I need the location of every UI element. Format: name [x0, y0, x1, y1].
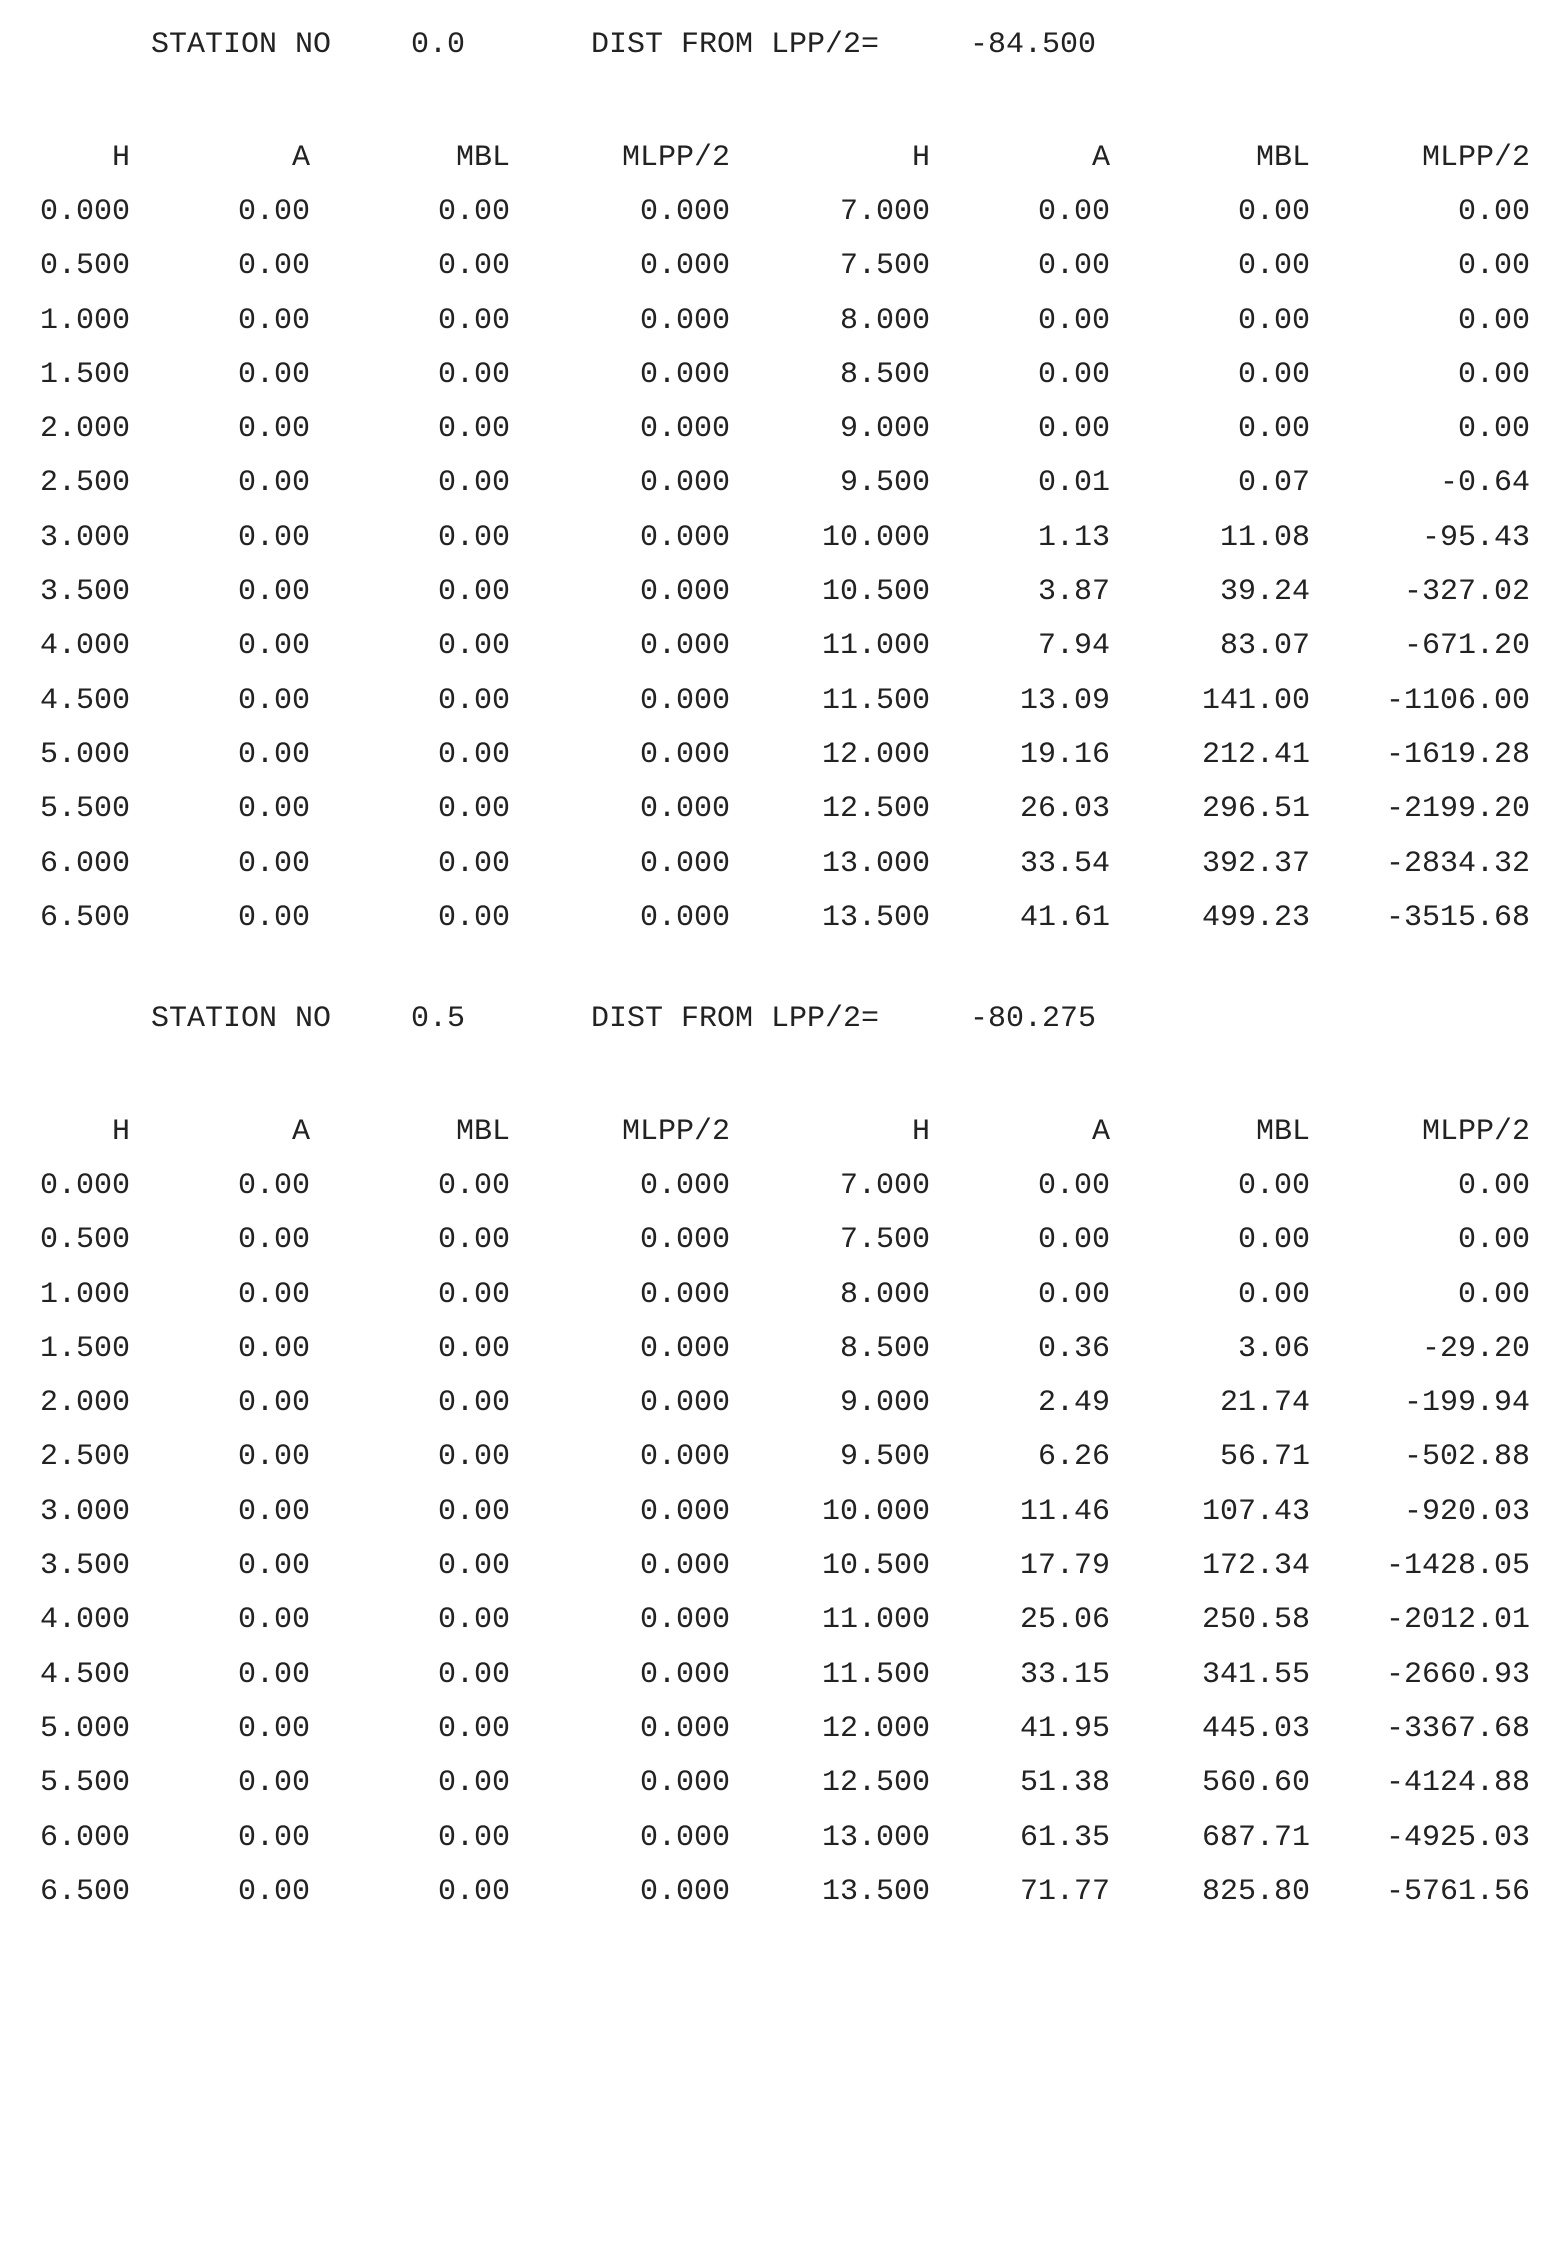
column-header-mbl: MBL: [1255, 1115, 1310, 1149]
cell-h: 3.500: [39, 1549, 130, 1584]
table-row: [0, 1702, 1530, 1756]
cell-mbl: 0.00: [437, 1820, 510, 1855]
cell-mlpp2: -1106.00: [1385, 683, 1530, 718]
cell-mbl: 0.00: [437, 792, 510, 827]
cell-a: 11.46: [1019, 1494, 1110, 1529]
cell-a: 41.61: [1019, 900, 1110, 935]
cell-mbl: 392.37: [1201, 846, 1310, 881]
cell-mbl: 0.00: [437, 846, 510, 881]
cell-mbl: 0.00: [437, 1277, 510, 1312]
cell-mbl: 39.24: [1219, 575, 1310, 610]
cell-a: 7.94: [1037, 629, 1110, 664]
cell-mlpp2: 0.00: [1457, 357, 1530, 392]
cell-mbl: 107.43: [1201, 1494, 1310, 1529]
table-header-row: [0, 1105, 1530, 1159]
cell-h: 0.500: [39, 1223, 130, 1258]
cell-mlpp2: -1428.05: [1385, 1549, 1530, 1584]
cell-mlpp2: -4124.88: [1385, 1766, 1530, 1801]
distance-label: DIST FROM LPP/2=: [591, 1002, 880, 1036]
cell-mbl: 0.00: [437, 1603, 510, 1638]
cell-mbl: 0.00: [437, 1657, 510, 1692]
cell-mlpp2: 0.000: [639, 1494, 730, 1529]
distance-value: -84.500: [970, 28, 1097, 62]
table-row: [0, 456, 1530, 510]
cell-mbl: 0.00: [437, 1549, 510, 1584]
cell-mlpp2: -2199.20: [1385, 792, 1530, 827]
cell-mbl: 0.07: [1237, 466, 1310, 501]
cell-mlpp2: -502.88: [1403, 1440, 1530, 1475]
cell-a: 0.00: [237, 1277, 310, 1312]
column-header-h: H: [911, 141, 930, 175]
cell-a: 0.00: [1037, 1169, 1110, 1203]
cell-mlpp2: 0.000: [639, 195, 730, 229]
cell-a: 0.00: [237, 1603, 310, 1638]
table-row: [0, 1430, 1530, 1484]
table-row: [0, 1648, 1530, 1702]
cell-mbl: 0.00: [437, 466, 510, 501]
cell-a: 0.00: [237, 195, 310, 229]
column-header-h: H: [111, 1115, 130, 1149]
cell-h: 9.500: [839, 466, 930, 501]
cell-h: 1.500: [39, 357, 130, 392]
station-label: STATION NO: [151, 1002, 332, 1036]
cell-h: 0.500: [39, 249, 130, 284]
cell-mlpp2: 0.000: [639, 412, 730, 447]
cell-a: 33.54: [1019, 846, 1110, 881]
cell-mbl: 560.60: [1201, 1766, 1310, 1801]
cell-mlpp2: 0.000: [639, 1169, 730, 1203]
cell-h: 1.000: [39, 303, 130, 338]
cell-h: 8.500: [839, 1331, 930, 1366]
cell-h: 5.500: [39, 792, 130, 827]
cell-mlpp2: 0.000: [639, 629, 730, 664]
cell-mlpp2: 0.00: [1457, 1277, 1530, 1312]
cell-mlpp2: 0.000: [639, 1277, 730, 1312]
cell-h: 3.000: [39, 520, 130, 555]
cell-mlpp2: -2834.32: [1385, 846, 1530, 881]
cell-h: 3.000: [39, 1494, 130, 1529]
distance-label: DIST FROM LPP/2=: [591, 28, 880, 62]
cell-h: 2.500: [39, 1440, 130, 1475]
cell-mbl: 250.58: [1201, 1603, 1310, 1638]
cell-mbl: 56.71: [1219, 1440, 1310, 1475]
cell-h: 12.500: [821, 792, 930, 827]
table-row: [0, 511, 1530, 565]
cell-a: 0.00: [237, 792, 310, 827]
cell-a: 61.35: [1019, 1820, 1110, 1855]
cell-mbl: 83.07: [1219, 629, 1310, 664]
cell-mlpp2: 0.000: [639, 520, 730, 555]
cell-mlpp2: -4925.03: [1385, 1820, 1530, 1855]
table-row: [0, 185, 1530, 239]
cell-mlpp2: 0.000: [639, 1386, 730, 1421]
cell-a: 0.00: [237, 900, 310, 935]
column-header-mlpp2: MLPP/2: [1421, 141, 1530, 175]
cell-a: 0.00: [237, 737, 310, 772]
cell-h: 13.500: [821, 1874, 930, 1909]
cell-mbl: 445.03: [1201, 1711, 1310, 1746]
cell-mbl: 0.00: [437, 900, 510, 935]
table-row: [0, 1322, 1530, 1376]
cell-mlpp2: 0.000: [639, 575, 730, 610]
cell-h: 12.500: [821, 1766, 930, 1801]
cell-mbl: 0.00: [437, 629, 510, 664]
table-row: [0, 728, 1530, 782]
cell-mbl: 0.00: [437, 249, 510, 284]
column-header-a: A: [1091, 1115, 1110, 1149]
cell-mlpp2: -920.03: [1403, 1494, 1530, 1529]
cell-a: 25.06: [1019, 1603, 1110, 1638]
cell-a: 41.95: [1019, 1711, 1110, 1746]
cell-mbl: 11.08: [1219, 520, 1310, 555]
cell-mbl: 0.00: [1237, 249, 1310, 284]
cell-mlpp2: -29.20: [1421, 1331, 1530, 1366]
cell-h: 6.500: [39, 900, 130, 935]
cell-h: 2.000: [39, 1386, 130, 1421]
cell-a: 0.00: [237, 1440, 310, 1475]
cell-h: 6.500: [39, 1874, 130, 1909]
cell-h: 7.000: [839, 195, 930, 229]
cell-h: 2.000: [39, 412, 130, 447]
cell-a: 19.16: [1019, 737, 1110, 772]
cell-mlpp2: 0.000: [639, 1711, 730, 1746]
cell-mlpp2: -671.20: [1403, 629, 1530, 664]
cell-mbl: 0.00: [437, 520, 510, 555]
cell-mbl: 0.00: [437, 1440, 510, 1475]
station-number: 0.0: [411, 28, 466, 62]
cell-h: 8.000: [839, 303, 930, 338]
cell-mlpp2: 0.00: [1457, 412, 1530, 447]
column-header-mbl: MBL: [1255, 141, 1310, 175]
cell-a: 6.26: [1037, 1440, 1110, 1475]
cell-h: 9.000: [839, 412, 930, 447]
cell-a: 0.00: [237, 357, 310, 392]
cell-h: 5.000: [39, 737, 130, 772]
cell-mlpp2: 0.00: [1457, 195, 1530, 229]
cell-mbl: 0.00: [437, 1766, 510, 1801]
cell-mbl: 0.00: [1237, 195, 1310, 229]
cell-mlpp2: 0.000: [639, 249, 730, 284]
table-row: [0, 1865, 1530, 1919]
cell-a: 0.00: [237, 1711, 310, 1746]
cell-h: 0.000: [39, 195, 130, 229]
cell-a: 0.00: [1037, 1223, 1110, 1258]
cell-a: 51.38: [1019, 1766, 1110, 1801]
cell-mbl: 212.41: [1201, 737, 1310, 772]
cell-a: 0.00: [237, 412, 310, 447]
cell-h: 7.500: [839, 249, 930, 284]
column-header-mbl: MBL: [455, 1115, 510, 1149]
table-row: [0, 294, 1530, 348]
cell-mlpp2: 0.000: [639, 792, 730, 827]
cell-mlpp2: 0.000: [639, 1657, 730, 1692]
table-row: [0, 239, 1530, 293]
cell-mlpp2: 0.00: [1457, 303, 1530, 338]
cell-h: 10.500: [821, 575, 930, 610]
table-row: [0, 1268, 1530, 1322]
table-row: [0, 1756, 1530, 1810]
station-number: 0.5: [411, 1002, 466, 1036]
cell-mlpp2: 0.000: [639, 357, 730, 392]
table-header-row: [0, 131, 1530, 185]
cell-mlpp2: -1619.28: [1385, 737, 1530, 772]
table-row: [0, 565, 1530, 619]
table-row: [0, 1159, 1530, 1213]
cell-mbl: 0.00: [437, 303, 510, 338]
cell-a: 0.00: [1037, 249, 1110, 284]
cell-mlpp2: -2012.01: [1385, 1603, 1530, 1638]
table-row: [0, 1376, 1530, 1430]
cell-mbl: 0.00: [437, 412, 510, 447]
cell-a: 0.00: [237, 575, 310, 610]
cell-mbl: 0.00: [1237, 303, 1310, 338]
table-row: [0, 619, 1530, 673]
column-header-mlpp2: MLPP/2: [621, 1115, 730, 1149]
cell-mbl: 141.00: [1201, 683, 1310, 718]
cell-mlpp2: -0.64: [1439, 466, 1530, 501]
cell-a: 0.00: [237, 303, 310, 338]
cell-h: 13.000: [821, 846, 930, 881]
station-table: [0, 1105, 1530, 1919]
cell-a: 2.49: [1037, 1386, 1110, 1421]
cell-h: 8.000: [839, 1277, 930, 1312]
cell-a: 0.00: [1037, 1277, 1110, 1312]
station-table: [0, 131, 1530, 945]
cell-mbl: 0.00: [437, 1494, 510, 1529]
cell-mbl: 0.00: [437, 1386, 510, 1421]
distance-value: -80.275: [970, 1002, 1097, 1036]
cell-mbl: 0.00: [437, 1169, 510, 1203]
table-row: [0, 782, 1530, 836]
cell-h: 12.000: [821, 737, 930, 772]
cell-a: 0.36: [1037, 1331, 1110, 1366]
cell-a: 0.00: [1037, 195, 1110, 229]
cell-h: 6.000: [39, 846, 130, 881]
cell-mbl: 0.00: [1237, 357, 1310, 392]
cell-a: 13.09: [1019, 683, 1110, 718]
cell-mlpp2: -5761.56: [1385, 1874, 1530, 1909]
cell-mlpp2: 0.000: [639, 1440, 730, 1475]
cell-mlpp2: 0.000: [639, 846, 730, 881]
table-row: [0, 1213, 1530, 1267]
table-row: [0, 1485, 1530, 1539]
column-header-mbl: MBL: [455, 141, 510, 175]
cell-h: 10.500: [821, 1549, 930, 1584]
cell-mbl: 0.00: [1237, 1223, 1310, 1258]
cell-a: 0.00: [237, 683, 310, 718]
cell-a: 0.00: [1037, 303, 1110, 338]
column-header-h: H: [111, 141, 130, 175]
cell-mbl: 0.00: [437, 737, 510, 772]
cell-mbl: 3.06: [1237, 1331, 1310, 1366]
cell-h: 5.000: [39, 1711, 130, 1746]
cell-mbl: 21.74: [1219, 1386, 1310, 1421]
cell-h: 11.500: [821, 1657, 930, 1692]
cell-mbl: 0.00: [1237, 1169, 1310, 1203]
cell-mbl: 0.00: [437, 1874, 510, 1909]
cell-h: 9.500: [839, 1440, 930, 1475]
cell-mlpp2: -95.43: [1421, 520, 1530, 555]
cell-mbl: 0.00: [437, 683, 510, 718]
cell-mlpp2: -2660.93: [1385, 1657, 1530, 1692]
cell-h: 11.000: [821, 1603, 930, 1638]
column-header-h: H: [911, 1115, 930, 1149]
cell-h: 11.000: [821, 629, 930, 664]
cell-h: 13.000: [821, 1820, 930, 1855]
cell-mbl: 341.55: [1201, 1657, 1310, 1692]
cell-mbl: 0.00: [437, 1223, 510, 1258]
cell-h: 11.500: [821, 683, 930, 718]
cell-a: 0.00: [237, 1820, 310, 1855]
table-row: [0, 348, 1530, 402]
cell-mlpp2: -199.94: [1403, 1386, 1530, 1421]
cell-h: 1.000: [39, 1277, 130, 1312]
cell-a: 0.00: [1037, 412, 1110, 447]
table-row: [0, 1539, 1530, 1593]
cell-mbl: 0.00: [1237, 412, 1310, 447]
cell-a: 0.00: [237, 1223, 310, 1258]
cell-mbl: 0.00: [1237, 1277, 1310, 1312]
cell-mbl: 296.51: [1201, 792, 1310, 827]
cell-h: 10.000: [821, 520, 930, 555]
cell-a: 0.00: [1037, 357, 1110, 392]
cell-mbl: 825.80: [1201, 1874, 1310, 1909]
cell-mlpp2: 0.000: [639, 683, 730, 718]
cell-a: 26.03: [1019, 792, 1110, 827]
cell-mbl: 499.23: [1201, 900, 1310, 935]
cell-a: 17.79: [1019, 1549, 1110, 1584]
cell-h: 4.500: [39, 1657, 130, 1692]
cell-mlpp2: 0.000: [639, 1820, 730, 1855]
cell-a: 0.00: [237, 249, 310, 284]
cell-h: 7.000: [839, 1169, 930, 1203]
cell-h: 4.500: [39, 683, 130, 718]
cell-h: 9.000: [839, 1386, 930, 1421]
cell-a: 0.01: [1037, 466, 1110, 501]
cell-h: 13.500: [821, 900, 930, 935]
column-header-a: A: [1091, 141, 1110, 175]
cell-h: 7.500: [839, 1223, 930, 1258]
cell-mlpp2: 0.000: [639, 1874, 730, 1909]
cell-mlpp2: 0.000: [639, 1766, 730, 1801]
cell-mbl: 172.34: [1201, 1549, 1310, 1584]
cell-h: 5.500: [39, 1766, 130, 1801]
cell-mlpp2: -3367.68: [1385, 1711, 1530, 1746]
table-row: [0, 837, 1530, 891]
cell-mlpp2: 0.000: [639, 466, 730, 501]
cell-mbl: 0.00: [437, 357, 510, 392]
cell-a: 3.87: [1037, 575, 1110, 610]
cell-a: 0.00: [237, 466, 310, 501]
cell-mlpp2: 0.00: [1457, 1169, 1530, 1203]
cell-h: 4.000: [39, 1603, 130, 1638]
cell-mlpp2: -3515.68: [1385, 900, 1530, 935]
cell-a: 0.00: [237, 1549, 310, 1584]
station-label: STATION NO: [151, 28, 332, 62]
cell-mlpp2: 0.000: [639, 900, 730, 935]
cell-mbl: 0.00: [437, 195, 510, 229]
cell-a: 0.00: [237, 1386, 310, 1421]
cell-a: 0.00: [237, 520, 310, 555]
cell-mlpp2: 0.000: [639, 1331, 730, 1366]
station-header: [0, 999, 1553, 1039]
cell-a: 0.00: [237, 1169, 310, 1203]
cell-mbl: 0.00: [437, 575, 510, 610]
cell-a: 0.00: [237, 1331, 310, 1366]
cell-a: 0.00: [237, 846, 310, 881]
column-header-mlpp2: MLPP/2: [621, 141, 730, 175]
cell-mbl: 0.00: [437, 1331, 510, 1366]
cell-h: 1.500: [39, 1331, 130, 1366]
cell-a: 0.00: [237, 1874, 310, 1909]
cell-a: 0.00: [237, 1494, 310, 1529]
cell-a: 0.00: [237, 1766, 310, 1801]
cell-h: 6.000: [39, 1820, 130, 1855]
cell-mlpp2: 0.000: [639, 737, 730, 772]
cell-mlpp2: 0.000: [639, 1549, 730, 1584]
station-header: [0, 25, 1553, 65]
cell-a: 33.15: [1019, 1657, 1110, 1692]
column-header-a: A: [291, 1115, 310, 1149]
table-row: [0, 674, 1530, 728]
cell-h: 0.000: [39, 1169, 130, 1203]
column-header-mlpp2: MLPP/2: [1421, 1115, 1530, 1149]
cell-a: 0.00: [237, 1657, 310, 1692]
table-row: [0, 1593, 1530, 1647]
cell-h: 2.500: [39, 466, 130, 501]
cell-a: 1.13: [1037, 520, 1110, 555]
cell-mlpp2: 0.00: [1457, 249, 1530, 284]
cell-mlpp2: 0.000: [639, 1223, 730, 1258]
cell-h: 8.500: [839, 357, 930, 392]
cell-h: 3.500: [39, 575, 130, 610]
cell-mlpp2: 0.000: [639, 303, 730, 338]
cell-h: 10.000: [821, 1494, 930, 1529]
cell-mlpp2: 0.00: [1457, 1223, 1530, 1258]
table-row: [0, 891, 1530, 945]
table-row: [0, 1811, 1530, 1865]
table-row: [0, 402, 1530, 456]
cell-a: 0.00: [237, 629, 310, 664]
cell-mlpp2: -327.02: [1403, 575, 1530, 610]
cell-a: 71.77: [1019, 1874, 1110, 1909]
cell-mlpp2: 0.000: [639, 1603, 730, 1638]
cell-h: 4.000: [39, 629, 130, 664]
cell-mbl: 0.00: [437, 1711, 510, 1746]
cell-mbl: 687.71: [1201, 1820, 1310, 1855]
column-header-a: A: [291, 141, 310, 175]
cell-h: 12.000: [821, 1711, 930, 1746]
